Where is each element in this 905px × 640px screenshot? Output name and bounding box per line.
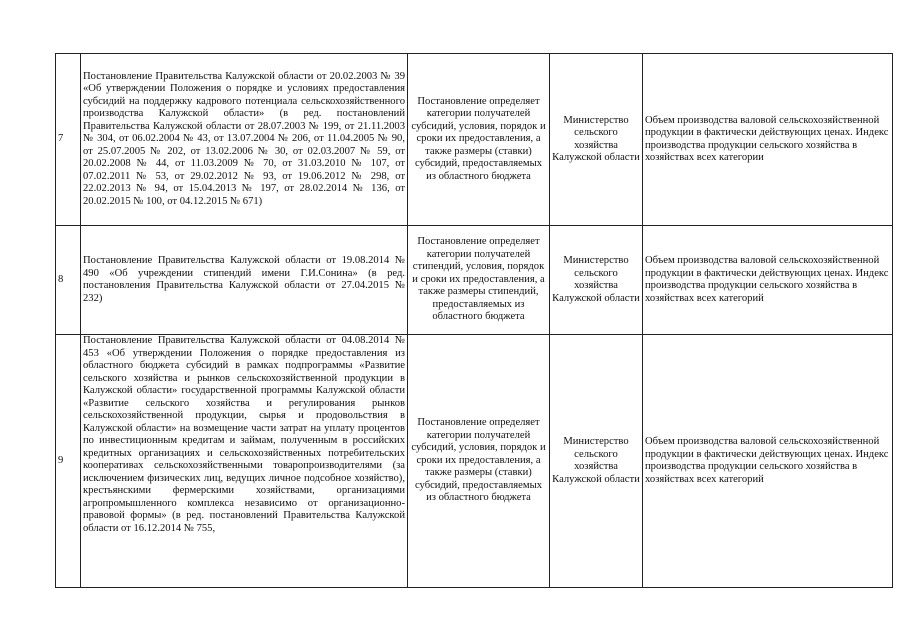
table-row [56, 54, 893, 226]
row-number: 9 [56, 335, 81, 588]
description-cell: Постановление определяет категории получателей субсидий, условия, порядок и сроки их предоставления, а также размеры (ставки) субсидий, предоставляемых из областного бюджета [408, 335, 550, 588]
description-cell: Постановление определяет категории получателей субсидий, условия, порядок и сроки их предоставления, а также размеры (ставки) субсидий, предоставляемых из областного бюджета [408, 54, 550, 226]
indicator-cell: Объем производства валовой сельскохозяйственной продукции в фактически действующих ценах. Индекс производства продукции сельского хозяйства в хозяйствах всех категорий [643, 335, 893, 588]
table-row [56, 335, 893, 588]
indicator-cell: Объем производства валовой сельскохозяйственной продукции в фактически действующих ценах. Индекс производства продукции сельского хозяйства в хозяйствах всех категорий [643, 226, 893, 335]
table-row [56, 226, 893, 335]
legal-act-cell: Постановление Правительства Калужской области от 04.08.2014 № 453 «Об утверждении Положения о порядке предоставления из областного бюджета субсидий в рамках подпрограммы «Развитие сельского хозяйства и рынков сельскохозяйственной продукции в Калужской области» государственной программы Калужской области «Развитие сельского хозяйства и регулирования рынков сельскохозяйственной продукции, сырья и продовольствия в Калужской области» на возмещение части затрат на уплату процентов по инвестиционным кредитам и займам, полученным в российских кредитных организациях и сельскохозяйственных потребительских кооперативах сельскохозяйственными товаропроизводителями (за исключением физических лиц, ведущих личное подсобное хозяйство), крестьянскими фермерскими хозяйствами, организациями агропромышленного комплекса независимо от организационно-правовой формы» (в ред. постановлений Правительства Калужской области от 16.12.2014 № 755, [81, 335, 408, 588]
description-cell: Постановление определяет категории получателей стипендий, условия, порядок и сроки их предоставления, а также размеры стипендий, предоставляемых из областного бюджета [408, 226, 550, 335]
legal-act-cell: Постановление Правительства Калужской области от 19.08.2014 № 490 «Об учреждении стипендий имени Г.И.Сонина» (в ред. постановления Правительства Калужской области от 27.04.2015 № 232) [81, 226, 408, 335]
indicator-cell: Объем производства валовой сельскохозяйственной продукции в фактически действующих ценах. Индекс производства продукции сельского хозяйства в хозяйствах всех категории [643, 54, 893, 226]
legal-act-cell: Постановление Правительства Калужской области от 20.02.2003 № 39 «Об утверждении Положения о порядке и условиях предоставления субсидий на поддержку кадрового потенциала сельскохозяйственного производства Калужской области» (в ред. постановлений Правительства Калужской области от 28.07.2003 № 199, от 21.11.2003 № 304, от 06.02.2004 № 43, от 13.07.2004 № 206, от 11.04.2005 № 90, от 25.07.2005 № 202, от 13.02.2006 № 30, от 02.03.2007 № 59, от 20.02.2008 № 44, от 11.03.2009 № 70, от 31.03.2010 № 107, от 07.02.2011 № 53, от 29.02.2012 № 93, от 19.06.2012 № 298, от 22.02.2013 № 94, от 15.04.2013 № 197, от 28.02.2014 № 136, от 20.02.2015 № 100, от 04.12.2015 № 671) [81, 54, 408, 226]
responsible-executor-cell: Министерство сельского хозяйства Калужской области [550, 54, 643, 226]
responsible-executor-cell: Министерство сельского хозяйства Калужской области [550, 335, 643, 588]
row-number: 8 [56, 226, 81, 335]
row-number: 7 [56, 54, 81, 226]
responsible-executor-cell: Министерство сельского хозяйства Калужской области [550, 226, 643, 335]
regulations-table [55, 53, 893, 588]
